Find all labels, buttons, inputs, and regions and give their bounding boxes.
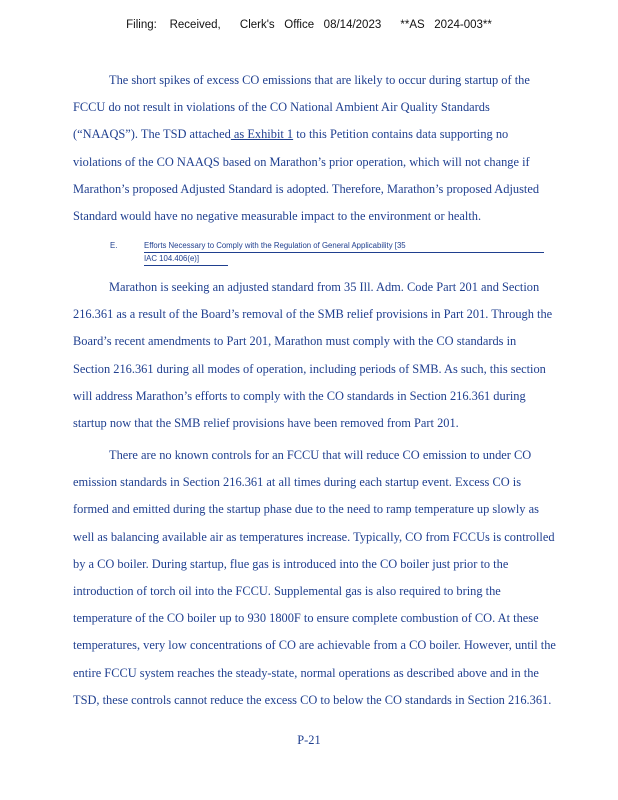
paragraph-line: FCCU do not result in violations of the CO National Ambient Air Quality Standards (73, 100, 490, 115)
paragraph-line: 216.361 as a result of the Board’s removal of the SMB relief provisions in Part 201. Through the (73, 307, 553, 322)
paragraph-text: to this Petition contains data supporting no (293, 127, 509, 142)
paragraph-line: Section 216.361 during all modes of operation, including periods of SMB. As such, this section (73, 361, 546, 376)
paragraph-naaqs (73, 67, 601, 230)
paragraph-line: Marathon’s proposed Adjusted Standard is adopted. Therefore, Marathon’s proposed Adjusted (73, 181, 540, 196)
section-letter: E. (110, 241, 118, 250)
paragraph-line: temperatures, very low concentrations of CO are achievable from a CO boiler. However, until the (73, 638, 556, 653)
paragraph-controls (73, 442, 601, 714)
paragraph-line: startup now that the SMB relief provisions have been removed from Part 201. (73, 415, 459, 430)
section-title-line-2: IAC 104.406(e)] (144, 254, 228, 266)
section-title-line-1: Efforts Necessary to Comply with the Regulation of General Applicability [35 (144, 241, 544, 253)
paragraph-line: Marathon is seeking an adjusted standard from 35 Ill. Adm. Code Part 201 and Section (109, 280, 540, 294)
paragraph-line: temperature of the CO boiler up to 930 1800F to ensure complete combustion of CO. At these (73, 611, 539, 626)
filing-stamp-header: Filing: Received, Clerk's Office 08/14/2023 **AS 2024-003** (126, 19, 492, 31)
paragraph-line (73, 121, 601, 148)
paragraph-line: introduction of torch oil into the FCCU. Supplemental gas is also required to bring the (73, 583, 501, 598)
paragraph-line: There are no known controls for an FCCU that will reduce CO emission to under CO (109, 448, 532, 462)
paragraph-line: Standard would have no negative measurable impact to the environment or health. (73, 208, 482, 223)
paragraph-line: by a CO boiler. During startup, flue gas is introduced into the CO boiler just prior to the (73, 556, 509, 571)
paragraph-line: formed and emitted during the startup phase due to the need to ramp temperature up slowly as (73, 502, 539, 517)
paragraph-line: will address Marathon’s efforts to comply with the CO standards in Section 216.361 during (73, 388, 526, 403)
paragraph-line: entire FCCU system reaches the steady-state, normal operations as described above and in the (73, 665, 539, 680)
page-number: P-21 (297, 733, 321, 747)
paragraph-line: Board’s recent amendments to Part 201, Marathon must comply with the CO standards in (73, 334, 517, 349)
paragraph-line: TSD, these controls cannot reduce the excess CO to below the CO standards in Section 216.361. (73, 692, 552, 707)
paragraph-line: violations of the CO NAAQS based on Marathon’s prior operation, which will not change if (73, 154, 530, 169)
exhibit-1-link[interactable]: as Exhibit 1 (230, 127, 294, 142)
paragraph-text: (“NAAQS”). The TSD attached (73, 127, 231, 142)
paragraph-adjusted-standard (73, 274, 601, 437)
paragraph-line: The short spikes of excess CO emissions that are likely to occur during startup of the (109, 73, 530, 87)
paragraph-line: well as balancing available air as temperatures increase. Typically, CO from FCCUs is controlled (73, 529, 555, 544)
paragraph-line: emission standards in Section 216.361 at all times during each startup event. Excess CO is (73, 475, 522, 490)
